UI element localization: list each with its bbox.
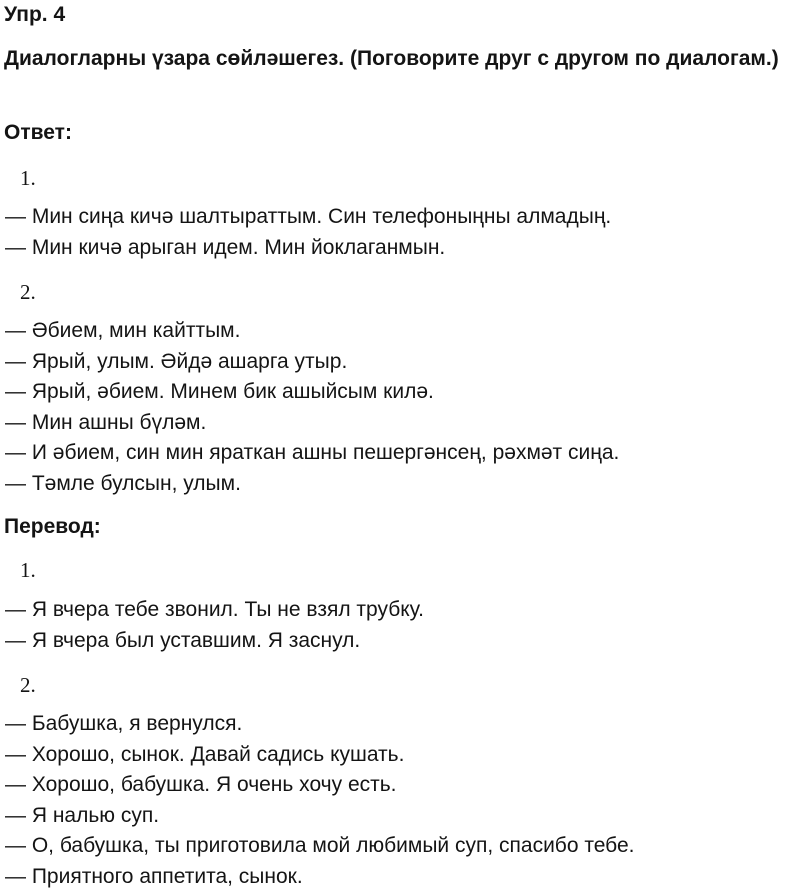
task-heading: Диалогларны үзара сөйләшегез. (Поговорите друг с другом по диалогам.) <box>4 44 800 73</box>
dialogue-line: — И әбием, син мин яраткан ашны пешергәнсең, рәхмәт сиңа. <box>5 438 619 469</box>
dialogue-line: — Я вчера был уставшим. Я заснул. <box>5 626 424 657</box>
dialogue-line: — Әбием, мин кайттым. <box>5 316 619 347</box>
dialogue-line: — Тәмле булсын, улым. <box>5 469 619 500</box>
dialogue-number: 2. <box>20 672 36 698</box>
dialogue-line: — Я вчера тебе звонил. Ты не взял трубку. <box>5 595 424 626</box>
translation-dialogue-1 <box>5 595 424 656</box>
dialogue-line: — О, бабушка, ты приготовила мой любимый суп, спасибо тебе. <box>5 831 634 862</box>
dialogue-line: — Мин кичә арыган идем. Мин йоклаганмын. <box>5 233 611 264</box>
dialogue-line: — Хорошо, сынок. Давай садись кушать. <box>5 740 634 771</box>
dialogue-number: 1. <box>20 165 36 191</box>
dialogue-line: — Мин сиңа кичә шалтыраттым. Син телефоныңны алмадың. <box>5 202 611 233</box>
dialogue-line: — Ярый, әбием. Минем бик ашыйсым килә. <box>5 377 619 408</box>
translation-dialogue-2 <box>5 709 634 892</box>
exercise-title: Упр. 4 <box>4 1 65 29</box>
dialogue-line: — Я налью суп. <box>5 801 634 832</box>
dialogue-number: 1. <box>20 557 36 583</box>
dialogue-line: — Ярый, улым. Әйдә ашарга утыр. <box>5 347 619 378</box>
translation-heading: Перевод: <box>4 513 101 541</box>
answer-heading: Ответ: <box>4 119 72 147</box>
dialogue-line: — Бабушка, я вернулся. <box>5 709 634 740</box>
answer-dialogue-2 <box>5 316 619 499</box>
answer-dialogue-1 <box>5 202 611 263</box>
dialogue-line: — Хорошо, бабушка. Я очень хочу есть. <box>5 770 634 801</box>
dialogue-line: — Приятного аппетита, сынок. <box>5 862 634 892</box>
dialogue-number: 2. <box>20 279 36 305</box>
dialogue-line: — Мин ашны бүләм. <box>5 408 619 439</box>
